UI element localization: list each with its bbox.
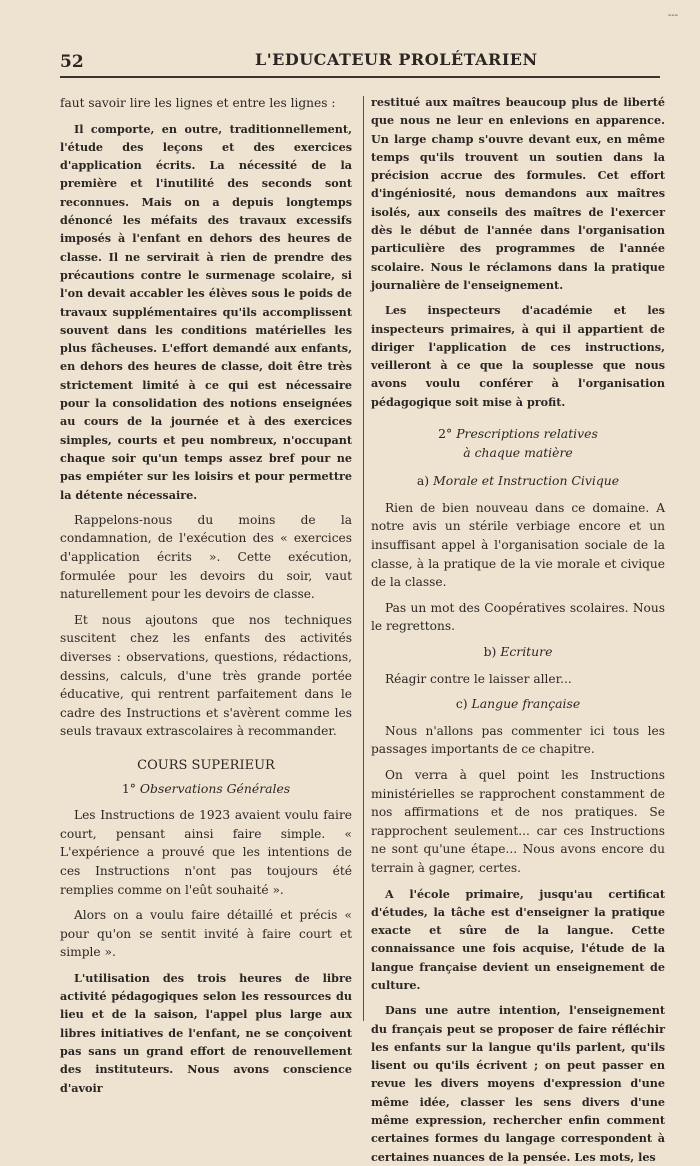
paragraph: Et nous ajoutons que nos techniques suscitent chez les enfants des activités diverses : observations, questions, rédactions, dessins, calculs, d'une très grande portée éducative, qui rentrent parfaitement dans le cadre des Instructions et s'avèrent comme les seuls travaux extrascolaires à recommander. bbox=[60, 612, 352, 739]
paragraph: Les Instructions de 1923 avaient voulu faire court, pensant ainsi faire simple. « L'expérience a prouvé que les intentions de ces Instructions n'ont pas toujours été remplies comme on l'eût souhaité ». bbox=[60, 808, 352, 897]
column-divider bbox=[363, 96, 364, 1021]
quoted-instruction: A l'école primaire, jusqu'au certificat d'études, la tâche est d'enseigner la pratique exacte et sûre de la langue. Cette connaissance une fois acquise, l'étude de la langue française devient un enseignement de culture. bbox=[371, 886, 665, 992]
subsection-a-heading bbox=[371, 472, 665, 491]
section-subtitle-text: Observations Générales bbox=[139, 780, 291, 796]
right-column bbox=[371, 93, 665, 1164]
section-heading-line2: à chaque matière bbox=[463, 444, 573, 460]
paragraph: Pas un mot des Coopératives scolaires. Nous le regrettons. bbox=[371, 600, 665, 634]
section-subtitle bbox=[60, 780, 352, 799]
page-header bbox=[60, 48, 660, 78]
section-heading bbox=[371, 425, 665, 444]
subsection-title: Ecriture bbox=[500, 643, 553, 659]
paragraph: Rien de bien nouveau dans ce domaine. A notre avis un stérile verbiage encore et un insuffisant appel à l'organisation sociale de la classe, à la pratique de la vie morale et civique de la classe. bbox=[371, 500, 665, 590]
subsection-title: Langue française bbox=[471, 696, 581, 712]
paragraph: Alors on a voulu faire détaillé et précis « pour qu'on se sentit invité à faire court et simple ». bbox=[60, 908, 352, 960]
section-title: COURS SUPERIEUR bbox=[137, 757, 275, 773]
subsection-c-heading bbox=[371, 695, 665, 714]
subsection-letter: b) bbox=[483, 643, 497, 659]
section-heading-line1: Prescriptions relatives bbox=[456, 426, 598, 442]
paragraph: Rappelons-nous du moins de la condamnation, de l'exécution des « exercices d'application écrits ». Cette exécution, formulée pour les devoirs du soir, vaut naturellement pour les devoirs de classe. bbox=[60, 512, 352, 602]
page-number: 52 bbox=[60, 52, 84, 72]
quoted-instruction: L'utilisation des trois heures de libre activité pédagogiques selon les ressources du lieu et de la saison, l'appel plus large aux libres initiatives de l'enfant, ne se conçoivent pas sans un grand effort de renouvellement des instituteurs. Nous avons conscience d'avoir bbox=[60, 970, 352, 1095]
corner-mark: --- bbox=[667, 10, 678, 21]
quoted-instruction: restitué aux maîtres beaucoup plus de liberté que nous ne leur en enlevions en apparence. Un large champ s'ouvre devant eux, en même temps qu'ils trouvent un soutien dans la précision accrue des formules. Cet effort d'ingéniosité, nous demandons aux maîtres isolés, aux conseils des maîtres de l'exercer dès le début de l'année dans l'organisation particulière des programmes de l'année scolaire. Nous le réclamons dans la pratique journalière de l'enseignement. bbox=[371, 95, 665, 292]
journal-title: L'EDUCATEUR PROLÉTARIEN bbox=[255, 50, 538, 69]
paragraph: On verra à quel point les Instructions ministérielles se rapprochent constamment de nos affirmations et de nos pratiques. Se rapprochent seulement... car ces Instructions ne sont qu'une étape... Nous avons encore du terrain à gagner, certes. bbox=[371, 767, 665, 875]
paragraph: faut savoir lire les lignes et entre les lignes : bbox=[60, 96, 336, 110]
subsection-letter: a) bbox=[416, 473, 430, 489]
subsection-letter: c) bbox=[455, 696, 468, 712]
subsection-b-heading bbox=[371, 643, 665, 662]
quoted-instruction: Il comporte, en outre, traditionnellement, l'étude des leçons et des exercices d'application écrits. La nécessité de la première et l'inutilité des seconds sont reconnues. Mais on a depuis longtemps dénoncé les méfaits des travaux excessifs imposés à l'enfant en dehors des heures de classe. Il ne servirait à rien de prendre des précautions contre le surmenage scolaire, si l'on devait accabler les élèves sous le poids de travaux supplémentaires qu'ils accomplissent souvent dans les conditions matérielles les plus fâcheuses. L'effort demandé aux enfants, en dehors des heures de classe, doit être très strictement limité à ce qui est nécessaire pour la consolidation des notions enseignées au cours de la journée et à des exercices simples, courts et peu nombreux, n'occupant chaque soir qu'un temps assez bref pour ne pas empiéter sur les loisirs et pour permettre la détente nécessaire. bbox=[60, 121, 352, 502]
paragraph: Réagir contre le laisser aller... bbox=[385, 671, 572, 686]
paragraph: Nous n'allons pas commenter ici tous les passages importants de ce chapitre. bbox=[371, 723, 665, 757]
subsection-title: Morale et Instruction Civique bbox=[433, 473, 620, 489]
quoted-instruction: Dans une autre intention, l'enseignement du français peut se proposer de faire réfléchir les enfants sur la langue qu'ils parlent, qu'ils lisent ou qu'ils écrivent ; on peut passer en revue les divers moyens d'expression d'une même idée, classer les sens divers d'une même expression, rechercher enfin comment certaines formes du langage correspondent à certaines nuances de la pensée. Les mots, les bbox=[371, 1003, 665, 1164]
section-number: 2° bbox=[438, 426, 453, 442]
quoted-instruction: Les inspecteurs d'académie et les inspecteurs primaires, à qui il appartient de diriger l'application de ces instructions, veilleront à ce que la souplesse que nous avons voulu conférer à l'organisation pédagogique soit mise à profit. bbox=[371, 303, 665, 409]
left-column bbox=[60, 94, 352, 1095]
section-number: 1° bbox=[121, 780, 136, 796]
